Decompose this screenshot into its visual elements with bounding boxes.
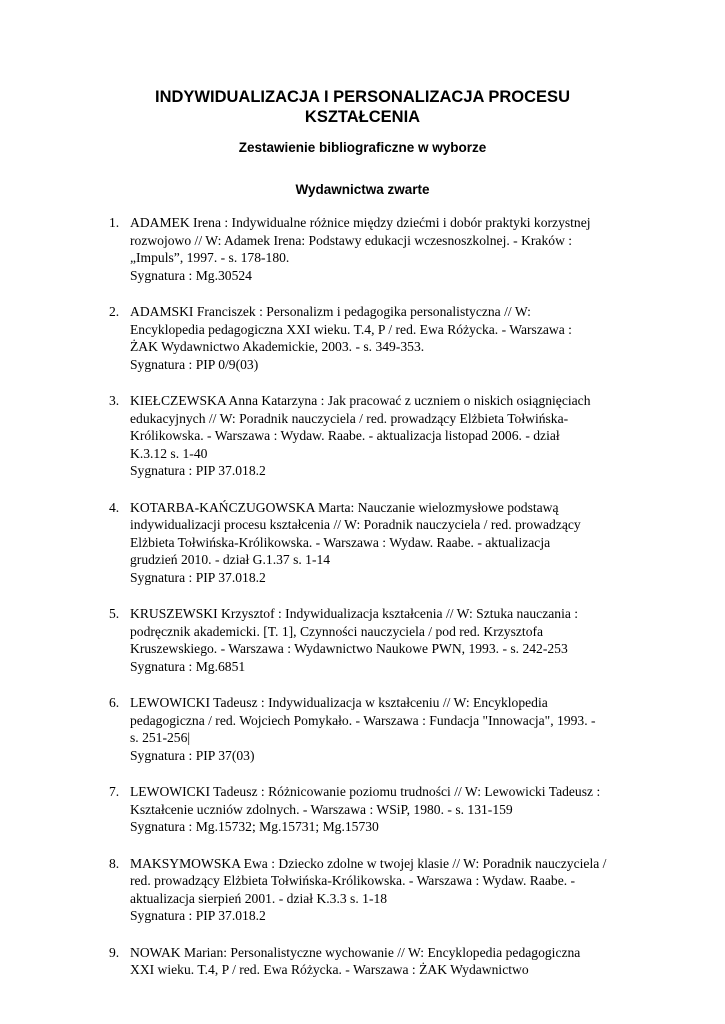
- entry-line: ŻAK Wydawnictwo Akademickie, 2003. - s. 349-353.: [130, 339, 425, 354]
- bibliography-entry: [0, 944, 645, 979]
- entry-line: Sygnatura : Mg.30524: [130, 267, 252, 283]
- entry-line: ADAMEK Irena : Indywidualne różnice między dziećmi i dobór praktyki korzystnej: [130, 215, 591, 230]
- entry-number: 4.: [109, 499, 120, 515]
- bibliography-list: [0, 214, 725, 998]
- entry-line: Elżbieta Tołwińska-Królikowska. - Warszawa : Wydaw. Raabe. - aktualizacja: [130, 534, 551, 550]
- entry-line: MAKSYMOWSKA Ewa : Dziecko zdolne w twojej klasie // W: Poradnik nauczyciela /: [130, 855, 607, 871]
- entry-line: s. 251-256|: [130, 730, 191, 745]
- entry-line: podręcznik akademicki. [T. 1], Czynności nauczyciela / pod red. Krzysztofa: [130, 623, 544, 639]
- entry-line: red. prowadzący Elżbieta Tołwińska-Królikowska. - Warszawa : Wydaw. Raabe. -: [130, 873, 576, 888]
- entry-line: Kruszewskiego. - Warszawa : Wydawnictwo Naukowe PWN, 1993. - s. 242-253: [130, 641, 568, 656]
- entry-number: 3.: [109, 393, 120, 408]
- entry-line: Kształcenie uczniów zdolnych. - Warszawa : WSiP, 1980. - s. 131-159: [130, 801, 513, 817]
- document-subtitle: Zestawienie bibliograficzne w wyborze: [238, 140, 487, 155]
- entry-number: 2.: [109, 304, 120, 319]
- entry-line: Sygnatura : PIP 0/9(03): [130, 356, 259, 372]
- entry-line: KIEŁCZEWSKA Anna Katarzyna : Jak pracować z uczniem o niskich osiągnięciach: [130, 393, 591, 408]
- entry-line: KOTARBA-KAŃCZUGOWSKA Marta: Nauczanie wielozmysłowe podstawą: [130, 499, 559, 515]
- bibliography-entry: [0, 214, 645, 284]
- entry-line: Sygnatura : PIP 37.018.2: [130, 463, 266, 478]
- entry-line: grudzień 2010. - dział G.1.37 s. 1-14: [130, 552, 331, 567]
- entry-line: LEWOWICKI Tadeusz : Indywidualizacja w kształceniu // W: Encyklopedia: [130, 695, 548, 710]
- document-title: [0, 87, 725, 127]
- entry-line: Sygnatura : PIP 37(03): [130, 747, 255, 763]
- entry-line: Sygnatura : PIP 37.018.2: [130, 569, 266, 585]
- entry-number: 8.: [109, 855, 120, 871]
- bibliography-entry: [0, 303, 645, 373]
- document-title-line-2: KSZTAŁCENIA: [304, 108, 421, 126]
- entry-line: XXI wieku. T.4, P / red. Ewa Różycka. - Warszawa : ŻAK Wydawnictwo: [130, 962, 529, 977]
- entry-line: edukacyjnych // W: Poradnik nauczyciela / red. prowadzący Elżbieta Tołwińska-: [130, 410, 569, 426]
- entry-number: 6.: [109, 695, 120, 710]
- entry-line: K.3.12 s. 1-40: [130, 445, 208, 461]
- entry-line: aktualizacja sierpień 2001. - dział K.3.3 s. 1-18: [130, 890, 388, 906]
- entry-line: KRUSZEWSKI Krzysztof : Indywidualizacja kształcenia // W: Sztuka nauczania :: [130, 606, 579, 621]
- bibliography-entry: [0, 605, 645, 675]
- entry-line: pedagogiczna / red. Wojciech Pomykało. - Warszawa : Fundacja "Innowacja", 1993. -: [130, 712, 596, 728]
- entry-number: 7.: [109, 784, 120, 799]
- entry-line: NOWAK Marian: Personalistyczne wychowanie // W: Encyklopedia pedagogiczna: [130, 944, 581, 960]
- entry-line: Encyklopedia pedagogiczna XXI wieku. T.4, P / red. Ewa Różycka. - Warszawa :: [130, 321, 572, 337]
- document-title-line-1: INDYWIDUALIZACJA I PERSONALIZACJA PROCESU: [155, 88, 570, 106]
- section-heading: Wydawnictwa zwarte: [295, 182, 430, 197]
- entry-line: Sygnatura : PIP 37.018.2: [130, 908, 266, 923]
- entry-line: LEWOWICKI Tadeusz : Różnicowanie poziomu trudności // W: Lewowicki Tadeusz :: [130, 784, 601, 799]
- entry-line: Sygnatura : Mg.6851: [130, 658, 246, 674]
- bibliography-entry: [0, 783, 645, 836]
- bibliography-entry: [0, 499, 645, 587]
- bibliography-entry: [0, 855, 645, 925]
- entry-number: 5.: [109, 606, 120, 621]
- entry-line: „Impuls”, 1997. - s. 178-180.: [130, 250, 290, 265]
- entry-number: 1.: [109, 215, 120, 230]
- entry-line: rozwojowo // W: Adamek Irena: Podstawy edukacji wczesnoszkolnej. - Kraków :: [130, 232, 573, 248]
- bibliography-entry: [0, 392, 645, 480]
- bibliography-entry: [0, 694, 645, 764]
- entry-line: ADAMSKI Franciszek : Personalizm i pedagogika personalistyczna // W:: [130, 304, 531, 319]
- entry-line: Królikowska. - Warszawa : Wydaw. Raabe. - aktualizacja listopad 2006. - dział: [130, 428, 560, 443]
- entry-line: indywidualizacji procesu kształcenia // W: Poradnik nauczyciela / red. prowadzący: [130, 517, 581, 532]
- entry-line: Sygnatura : Mg.15732; Mg.15731; Mg.15730: [130, 819, 379, 834]
- entry-number: 9.: [109, 944, 120, 960]
